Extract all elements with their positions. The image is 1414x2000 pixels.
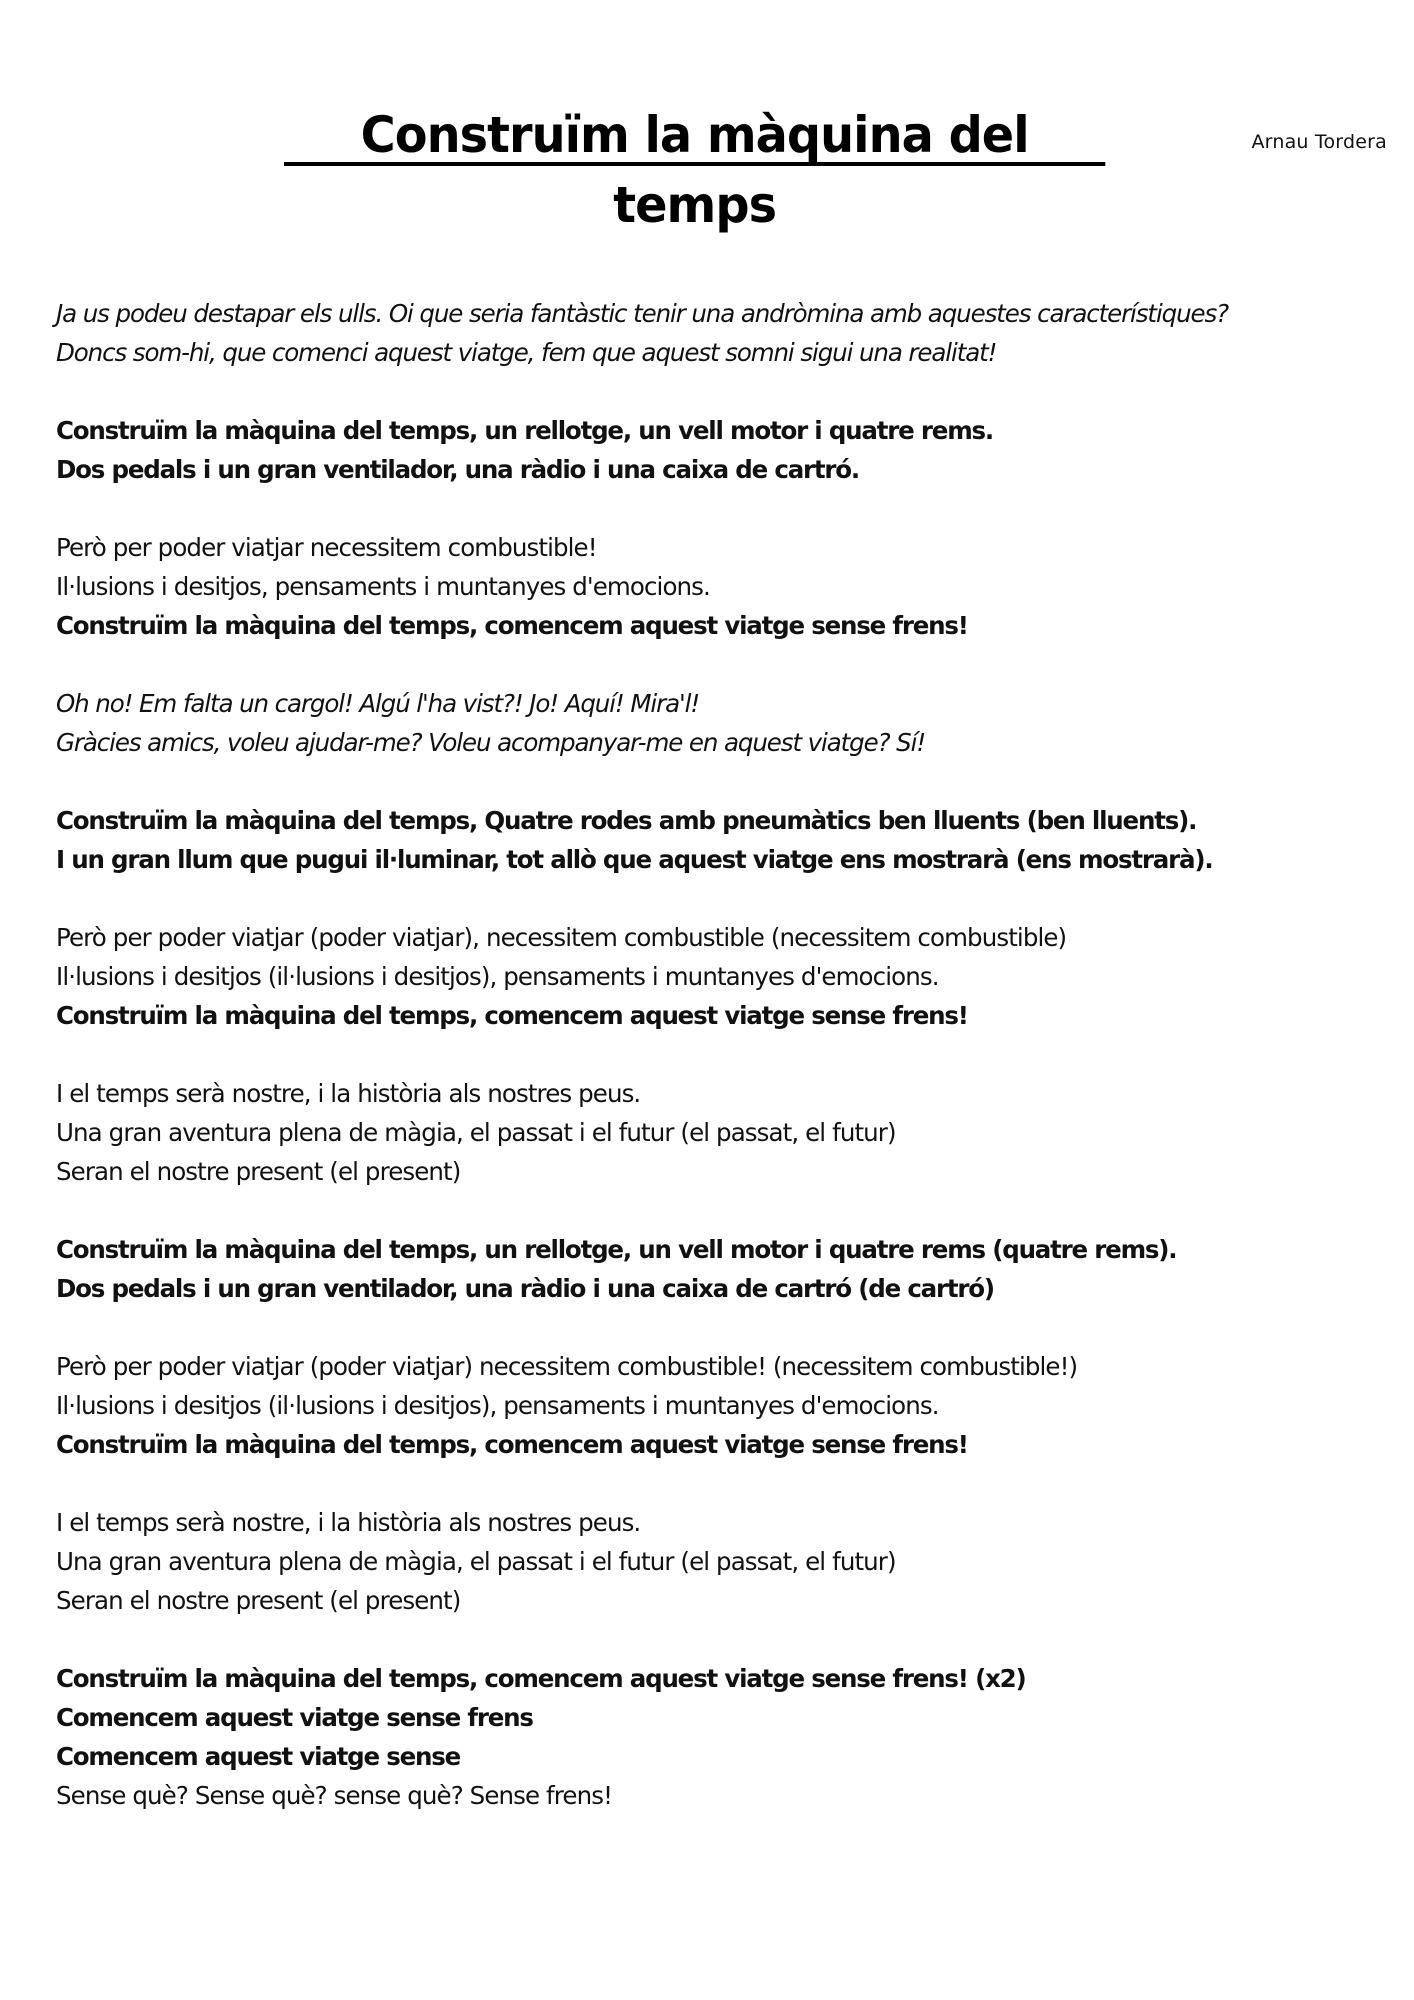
- stanza-gap: [56, 489, 1406, 528]
- stanza-gap: [56, 1620, 1406, 1659]
- stanza-gap: [56, 1191, 1406, 1230]
- document-title: Construïm la màquina del temps: [284, 100, 1105, 166]
- stanza: [56, 1503, 1406, 1620]
- lyric-line: Construïm la màquina del temps, comencem aquest viatge sense frens!: [56, 1001, 968, 1030]
- lyric-line: Dos pedals i un gran ventilador, una ràdio i una caixa de cartró.: [56, 455, 860, 484]
- lyric-line: I el temps serà nostre, i la història als nostres peus.: [56, 1079, 641, 1108]
- lyric-line: I un gran llum que pugui il·luminar, tot allò que aquest viatge ens mostrarà (ens mostrarà).: [56, 845, 1213, 874]
- stanza-gap: [56, 879, 1406, 918]
- stanza: [56, 801, 1406, 879]
- stanza-gap: [56, 1464, 1406, 1503]
- lyrics-body: [56, 294, 1406, 1815]
- stanza: [56, 1347, 1406, 1464]
- lyric-line: Comencem aquest viatge sense: [56, 1742, 461, 1771]
- lyric-line: Gràcies amics, voleu ajudar-me? Voleu acompanyar-me en aquest viatge? Sí!: [56, 728, 926, 757]
- lyric-line: Oh no! Em falta un cargol! Algú l'ha vist?! Jo! Aquí! Mira'l!: [56, 689, 700, 718]
- stanza-gap: [56, 1035, 1406, 1074]
- stanza: [56, 411, 1406, 489]
- stanza: [56, 918, 1406, 1035]
- stanza: [56, 294, 1406, 372]
- lyric-line: Dos pedals i un gran ventilador, una ràdio i una caixa de cartró (de cartró): [56, 1274, 994, 1303]
- lyric-line: Sense què? Sense què? sense què? Sense frens!: [56, 1781, 613, 1810]
- lyric-line: I el temps serà nostre, i la història als nostres peus.: [56, 1508, 641, 1537]
- lyric-line: Construïm la màquina del temps, comencem aquest viatge sense frens!: [56, 611, 968, 640]
- lyric-line: Però per poder viatjar (poder viatjar), necessitem combustible (necessitem combustible): [56, 923, 1067, 952]
- lyric-line: Una gran aventura plena de màgia, el passat i el futur (el passat, el futur): [56, 1547, 896, 1576]
- stanza-gap: [56, 645, 1406, 684]
- stanza: [56, 1659, 1406, 1815]
- lyric-line: Comencem aquest viatge sense frens: [56, 1703, 533, 1732]
- lyric-line: Construïm la màquina del temps, un rellotge, un vell motor i quatre rems (quatre rems).: [56, 1235, 1177, 1264]
- lyric-line: Però per poder viatjar necessitem combustible!: [56, 533, 597, 562]
- stanza: [56, 684, 1406, 762]
- author-name: Arnau Tordera: [1251, 131, 1387, 153]
- lyric-line: Seran el nostre present (el present): [56, 1586, 461, 1615]
- stanza-gap: [56, 1308, 1406, 1347]
- stanza: [56, 1074, 1406, 1191]
- lyric-line: Construïm la màquina del temps, comencem aquest viatge sense frens! (x2): [56, 1664, 1026, 1693]
- lyric-line: Una gran aventura plena de màgia, el passat i el futur (el passat, el futur): [56, 1118, 896, 1147]
- stanza-gap: [56, 762, 1406, 801]
- lyric-line: Ja us podeu destapar els ulls. Oi que seria fantàstic tenir una andròmina amb aquestes característiques?: [56, 299, 1229, 328]
- lyric-line: Construïm la màquina del temps, un rellotge, un vell motor i quatre rems.: [56, 416, 994, 445]
- lyric-line: Però per poder viatjar (poder viatjar) necessitem combustible! (necessitem combustible!): [56, 1352, 1078, 1381]
- stanza: [56, 528, 1406, 645]
- stanza-gap: [56, 372, 1406, 411]
- lyric-line: Il·lusions i desitjos (il·lusions i desitjos), pensaments i muntanyes d'emocions.: [56, 962, 939, 991]
- lyric-line: Doncs som-hi, que comenci aquest viatge, fem que aquest somni sigui una realitat!: [56, 338, 997, 367]
- lyric-line: Il·lusions i desitjos, pensaments i muntanyes d'emocions.: [56, 572, 710, 601]
- lyric-line: Il·lusions i desitjos (il·lusions i desitjos), pensaments i muntanyes d'emocions.: [56, 1391, 939, 1420]
- stanza: [56, 1230, 1406, 1308]
- lyric-line: Seran el nostre present (el present): [56, 1157, 461, 1186]
- lyric-line: Construïm la màquina del temps, comencem aquest viatge sense frens!: [56, 1430, 968, 1459]
- lyric-line: Construïm la màquina del temps, Quatre rodes amb pneumàtics ben lluents (ben lluents).: [56, 806, 1197, 835]
